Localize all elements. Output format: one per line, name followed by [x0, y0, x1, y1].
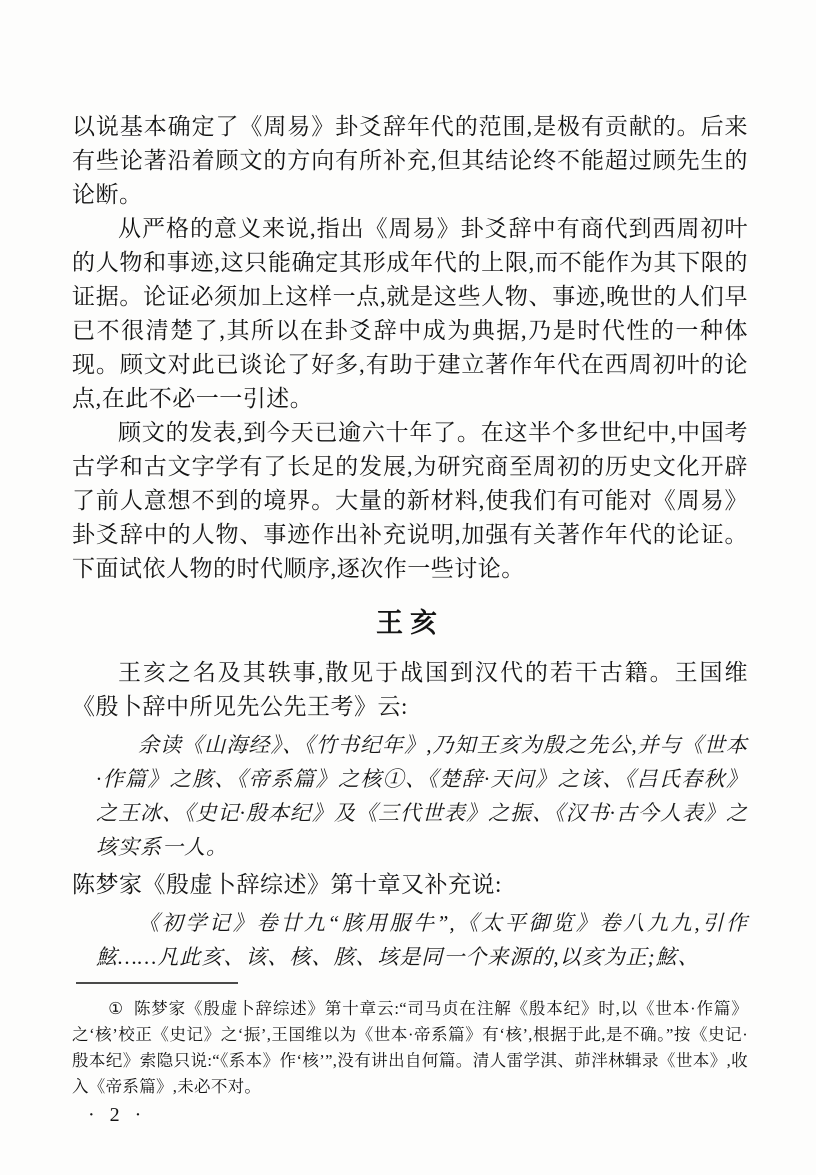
page-number: · 2 ·: [88, 1104, 147, 1126]
footnote-area: [72, 982, 748, 1100]
section-paragraph-1: 王亥之名及其轶事,散见于战国到汉代的若干古籍。王国维《殷卜辞中所见先公先王考》云:: [72, 660, 748, 719]
section-heading-wanghai: 王亥: [376, 608, 444, 638]
blockquote-wangguowei: 余读《山海经》、《竹书纪年》,乃知王亥为殷之先公,并与《世本·作篇》之胲、《帝系篇》之核①、《楚辞·天问》之该、《吕氏春秋》之王冰、《史记·殷本纪》及《三代世表》之振、《汉书·古今人表》之垓实系一人。: [96, 733, 748, 859]
footnote-marker: ①: [108, 999, 124, 1018]
body-paragraph-continuation: 以说基本确定了《周易》卦爻辞年代的范围,是极有贡献的。后来有些论著沿着顾文的方向有所补充,但其结论终不能超过顾先生的论断。: [72, 114, 748, 207]
section-paragraph-2: 陈梦家《殷虚卜辞综述》第十章又补充说:: [72, 872, 502, 897]
blockquote-chenmengjia: 《初学记》卷廿九“胲用服牛”,《太平御览》卷八九九,引作鮌……凡此亥、该、核、胲、垓是同一个来源的,以亥为正;鮌、: [96, 911, 748, 969]
body-paragraph-2: 从严格的意义来说,指出《周易》卦爻辞中有商代到西周初叶的人物和事迹,这只能确定其形成年代的上限,而不能作为其下限的证据。论证必须加上这样一点,就是这些人物、事迹,晚世的人们早已不很清楚了,其所以在卦爻辞中成为典据,乃是时代性的一种体现。顾文对此已谈论了好多,有助于建立著作年代在西周初叶的论点,在此不必一一引述。: [72, 216, 748, 411]
footnote-divider-rule: [76, 982, 238, 984]
footnote-text: [72, 996, 748, 1100]
main-text-column: [72, 110, 748, 978]
footnote-body: 陈梦家《殷虚卜辞综述》第十章云:“司马贞在注解《殷本纪》时,以《世本·作篇》之‘核’校正《史记》之‘振’,王国维以为《世本·帝系篇》有‘核’,根据于此,是不确。”按《史记·殷本纪》索隐只说:“《系本》作‘核’”,没有讲出自何篇。清人雷学淇、茆泮林辑录《世本》,收入《帝系篇》,未必不对。: [72, 999, 748, 1096]
body-paragraph-3: 顾文的发表,到今天已逾六十年了。在这半个多世纪中,中国考古学和古文字学有了长足的发展,为研究商至周初的历史文化开辟了前人意想不到的境界。大量的新材料,使我们有可能对《周易》卦爻辞中的人物、事迹作出补充说明,加强有关著作年代的论证。下面试依人物的时代顺序,逐次作一些讨论。: [72, 420, 748, 581]
